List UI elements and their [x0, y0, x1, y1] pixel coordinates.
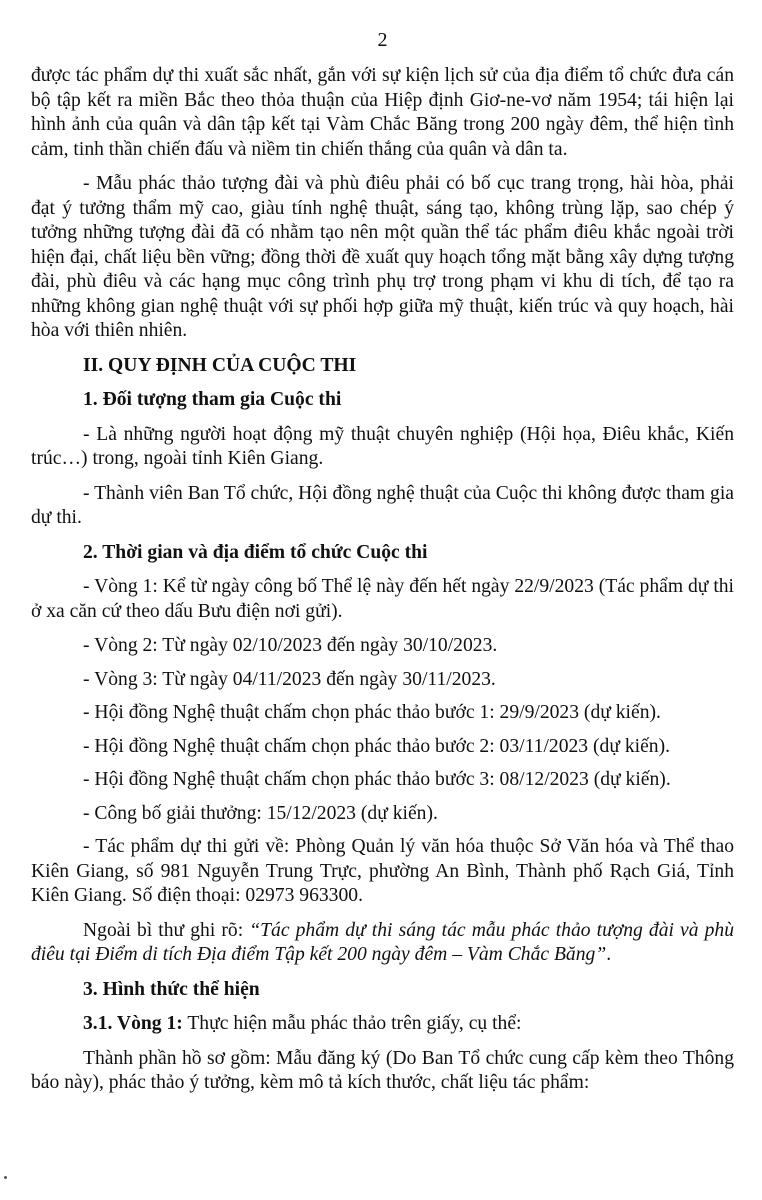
paragraph-dossier-components: Thành phần hồ sơ gồm: Mẫu đăng ký (Do Ban Tổ chức cung cấp kèm theo Thông báo này), phác thảo ý tưởng, kèm mô tả kích thước, chất liệu tác phẩm:: [31, 1047, 734, 1093]
envelope-note-tail: .: [606, 944, 612, 965]
paragraph-round-3: - Vòng 3: Từ ngày 04/11/2023 đến ngày 30/11/2023.: [83, 668, 496, 690]
subsection-heading-format: 3. Hình thức thể hiện: [83, 978, 260, 1000]
subsection-heading-participants: 1. Đối tượng tham gia Cuộc thi: [83, 389, 342, 410]
paragraph-judging-step-2: - Hội đồng Nghệ thuật chấm chọn phác thảo bước 2: 03/11/2023 (dự kiến).: [83, 735, 670, 757]
paragraph-design-requirements: - Mẫu phác thảo tượng đài và phù điêu phải có bố cục trang trọng, hài hòa, phải đạt ý tưởng thẩm mỹ cao, giàu tính nghệ thuật, sáng tạo, không trùng lặp, sao chép ý tưởng những tượng đài đã có nhằm tạo nên một quần thể tác phẩm điêu khắc ngoài trời hiện đại, chất liệu bền vững; đồng thời đề xuất quy hoạch tổng mặt bằng xây dựng tượng đài, phù điêu và các hạng mục công trình phụ trợ trong phạm vi khu di tích, để tạo ra những không gian nghệ thuật với sự phối hợp giữa mỹ thuật, kiến trúc và quy hoạch, hài hòa với thiên nhiên.: [31, 173, 734, 341]
envelope-note-quote: “Tác phẩm dự thi sáng tác mẫu phác thảo tượng đài và phù điêu tại Điểm di tích Địa điểm Tập kết 200 ngày đêm – Vàm Chắc Băng”: [31, 919, 735, 965]
page-number: 2: [377, 29, 388, 51]
section-heading-regulations: II. QUY ĐỊNH CỦA CUỘC THI: [83, 354, 357, 376]
paragraph-judging-step-1: - Hội đồng Nghệ thuật chấm chọn phác thảo bước 1: 29/9/2023 (dự kiến).: [83, 702, 661, 723]
paragraph-submission-address: - Tác phẩm dự thi gửi về: Phòng Quản lý văn hóa thuộc Sở Văn hóa và Thể thao Kiên Giang, số 981 Nguyễn Trung Trực, phường An Bình, Thành phố Rạch Giá, Tỉnh Kiên Giang. Số điện thoại: 02973 963300.: [31, 836, 734, 906]
paragraph-judging-step-3: - Hội đồng Nghệ thuật chấm chọn phác thảo bước 3: 08/12/2023 (dự kiến).: [83, 769, 671, 790]
paragraph-round-1: - Vòng 1: Kể từ ngày công bố Thể lệ này đến hết ngày 22/9/2023 (Tác phẩm dự thi ở xa căn cứ theo dấu Bưu điện nơi gửi).: [31, 576, 734, 622]
envelope-note-lead: Ngoài bì thư ghi rõ:: [83, 919, 250, 941]
scan-dot-mark: [4, 1176, 7, 1179]
paragraph-eligible-participants: - Là những người hoạt động mỹ thuật chuyên nghiệp (Hội họa, Điêu khắc, Kiến trúc…) trong, ngoài tỉnh Kiên Giang.: [31, 423, 734, 469]
round-1-format-label: 3.1. Vòng 1:: [83, 1013, 183, 1034]
paragraph-ineligible-participants: - Thành viên Ban Tổ chức, Hội đồng nghệ thuật của Cuộc thi không được tham gia dự thi.: [31, 482, 734, 528]
paragraph-envelope-note: [31, 919, 734, 968]
subsection-heading-round-1-format: [31, 1012, 734, 1037]
paragraph-award-announcement: - Công bố giải thưởng: 15/12/2023 (dự kiến).: [83, 802, 438, 824]
paragraph-round-2: - Vòng 2: Từ ngày 02/10/2023 đến ngày 30/10/2023.: [83, 635, 498, 656]
paragraph-intro-continuation: được tác phẩm dự thi xuất sắc nhất, gắn với sự kiện lịch sử của địa điểm tổ chức đưa cán bộ tập kết ra miền Bắc theo thỏa thuận của Hiệp định Giơ-ne-vơ năm 1954; tái hiện lại hình ảnh của quân và dân tập kết tại Vàm Chắc Băng trong 200 ngày đêm, thể hiện tình cảm, tinh thần chiến đấu và niềm tin chiến thắng của quân và dân ta.: [31, 65, 734, 160]
round-1-format-text: Thực hiện mẫu phác thảo trên giấy, cụ thể:: [182, 1013, 522, 1034]
subsection-heading-time-place: 2. Thời gian và địa điểm tổ chức Cuộc thi: [83, 541, 428, 563]
